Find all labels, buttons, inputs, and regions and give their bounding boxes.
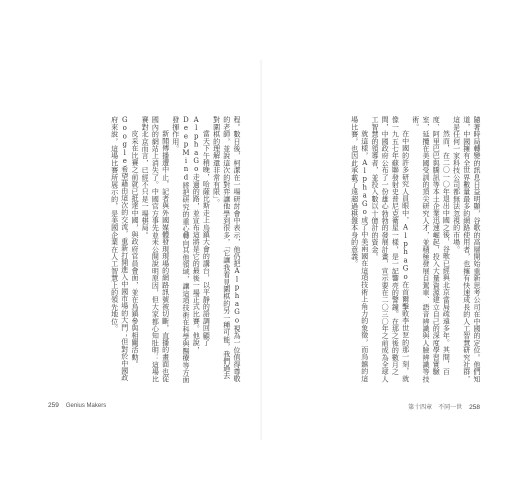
- right-paragraph: 隨著時局轉變的訊息日益明顯，谷歌的高層開始重新思考公司在中國的定位。他們知道，中國擁有全世界數量最多的網路使用者，也擁有快速成長的人工智慧研究社群，這是任何一家科技公司都無法忽視的市場。: [452, 116, 481, 383]
- right-paragraph: 在中國的許多研究人員眼中，AlphaGo在首爾擊敗李世乭的那一刻，就像一九五七年蘇聯發射史普尼克衛星一樣，是一記響亮的警鐘。在那之後的數月之間，中國政府公布了一份雄心勃勃的發展計畫，宣示要在二〇三〇年之前成為全球人工智慧的領導者，並投入數以十億計的資金。: [370, 116, 410, 383]
- left-paragraph: 程。數日後，柯潔在一場研討會中表示，他仍把AlphaGo視為一位值得尊敬的老師，並說這次的對弈讓他學到很多，「它讓我看見圍棋的另一種可能，我們過去對圍棋的理解還非常有限」。: [212, 116, 241, 383]
- left-page-text-block: [46, 116, 242, 386]
- right-paragraph: 然而，在二〇一〇年退出中國之後，谷歌已經與北京當局疏遠多年。其間，百度、阿里巴巴與騰訊等本土企業迅速崛起，投入大量資源建立自己的深度學習實驗室，延攬在美國受訓的頂尖研究人才，並積極發展自駕車、語音辨識與人臉辨識等技術。: [411, 116, 451, 383]
- left-page-number: 259: [48, 402, 59, 409]
- right-folio: [408, 402, 480, 411]
- left-running-head: Genius Makers: [65, 403, 107, 409]
- left-paragraph: 皮采在比賽之前就已抵達中國，與政府官員會面，並在烏鎮參與相關活動。Google希望藉由這次的交流，重新打開進入中國市場的大門；但對於中國政府來說，這場比賽所展示的，是美國企業在人工智慧上的領先地位。: [110, 116, 139, 382]
- left-folio: [48, 402, 106, 409]
- right-paragraph: 就這樣，AlphaGo成了中美兩國在這項技術上角力的象徵，而烏鎮的這場比賽，也因此承載了遠超過棋盤本身的意義。: [350, 116, 369, 382]
- left-paragraph: 新聞傳播遭中止，記者與外國媒體發現現場的網路訊號被切斷，直播的畫面也從國內的網站上消失了。中國官方事先並未公開說明原因，但大家都心知肚明：這場比賽對北京而言，已經不只是一場棋局。: [141, 116, 170, 383]
- right-page: [262, 0, 520, 500]
- left-paragraph: 當天下午稍晚，哈薩比斯走上烏鎮大會的講台，以平靜的語調回顧了AlphaGo走過的路，並宣布這將是它的最後一場正式比賽。他說，DeepMind將把研究的重心轉向其他領域，讓這項技術在科學與醫療等方面發揮作用。: [171, 116, 211, 384]
- right-running-head: 第十四章 不同一世: [408, 405, 463, 411]
- right-page-number: 258: [469, 404, 480, 411]
- right-page-text-block: [280, 116, 482, 386]
